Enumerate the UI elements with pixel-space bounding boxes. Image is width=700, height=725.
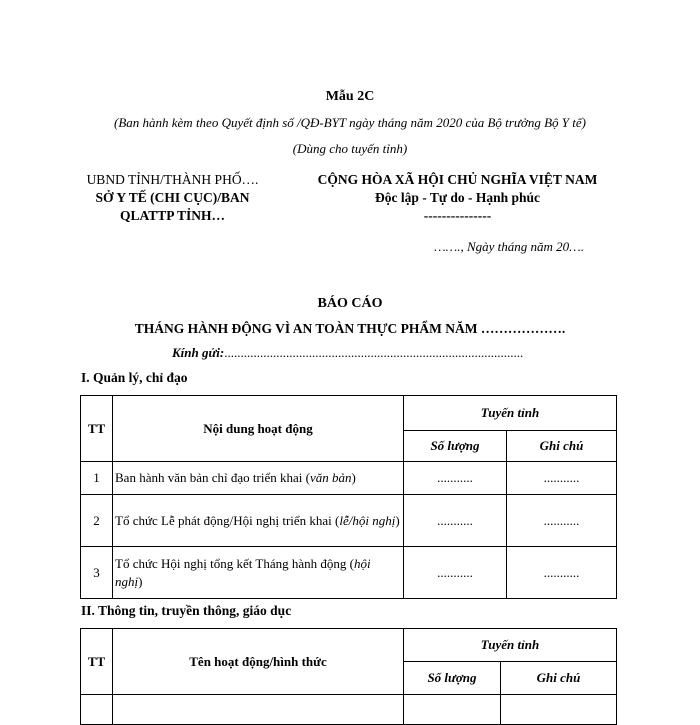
date-line: ……., Ngày tháng năm 20…. (434, 239, 584, 254)
section2-heading: II. Thông tin, truyền thông, giáo dục (81, 603, 292, 618)
nation-header (275, 171, 640, 225)
recipient-label: Kính gửi: (172, 345, 225, 360)
header-level: Tuyến tỉnh (404, 396, 617, 431)
row-tt: 1 (81, 462, 113, 495)
header-content: Nội dung hoạt động (113, 396, 404, 462)
table-row (81, 495, 617, 547)
row-quantity: ........... (404, 462, 507, 495)
usage-note: (Dùng cho tuyến tỉnh) (292, 141, 408, 156)
row-content: Ban hành văn bản chỉ đạo triển khai (văn bản) (113, 462, 404, 495)
row-content: Tổ chức Hội nghị tổng kết Tháng hành động (hội nghị) (113, 547, 404, 599)
communication-table (80, 628, 617, 725)
report-subtitle: THÁNG HÀNH ĐỘNG VÌ AN TOÀN THỰC PHẨM NĂM ………………. (134, 321, 566, 336)
header-quantity: Số lượng (404, 431, 507, 462)
agency-header (70, 171, 275, 225)
motto-separator: --------------- (423, 208, 492, 223)
section1-heading: I. Quản lý, chỉ đạo (81, 370, 188, 385)
row-note: ........... (507, 495, 617, 547)
table-row (81, 462, 617, 495)
report-title: BÁO CÁO (317, 296, 383, 311)
header-level: Tuyến tỉnh (404, 629, 617, 662)
form-code: Mẫu 2C (325, 89, 375, 104)
header-note: Ghi chú (501, 662, 617, 695)
row-tt: 3 (81, 547, 113, 599)
agency-line-3: QLATTP TỈNH… (120, 208, 225, 223)
header-note: Ghi chú (507, 431, 617, 462)
row-tt: 2 (81, 495, 113, 547)
nation-motto: Độc lập - Tự do - Hạnh phúc (374, 190, 541, 205)
header-tt: TT (81, 629, 113, 695)
management-table (80, 395, 617, 599)
table-row (81, 547, 617, 599)
row-quantity: ........... (404, 547, 507, 599)
table-row (81, 695, 617, 725)
agency-line-1: UBND TỈNH/THÀNH PHỐ…. (86, 172, 259, 187)
header-tt: TT (81, 396, 113, 462)
recipient-line (172, 345, 523, 361)
agency-line-2: SỞ Y TẾ (CHI CỤC)/BAN (95, 190, 250, 205)
header-content: Tên hoạt động/hình thức (113, 629, 404, 695)
header-quantity: Số lượng (404, 662, 501, 695)
issued-note: (Ban hành kèm theo Quyết định số /QĐ-BYT ngày tháng năm 2020 của Bộ trưởng Bộ Y tế) (114, 115, 586, 130)
row-note: ........... (507, 547, 617, 599)
row-quantity: ........... (404, 495, 507, 547)
row-content: Tổ chức Lễ phát động/Hội nghị triển khai (lễ/hội nghị) (113, 495, 404, 547)
recipient-blank: ............................................................................................ (224, 345, 524, 360)
nation-name: CỘNG HÒA XÃ HỘI CHỦ NGHĨA VIỆT NAM (317, 172, 598, 187)
row-note: ........... (507, 462, 617, 495)
